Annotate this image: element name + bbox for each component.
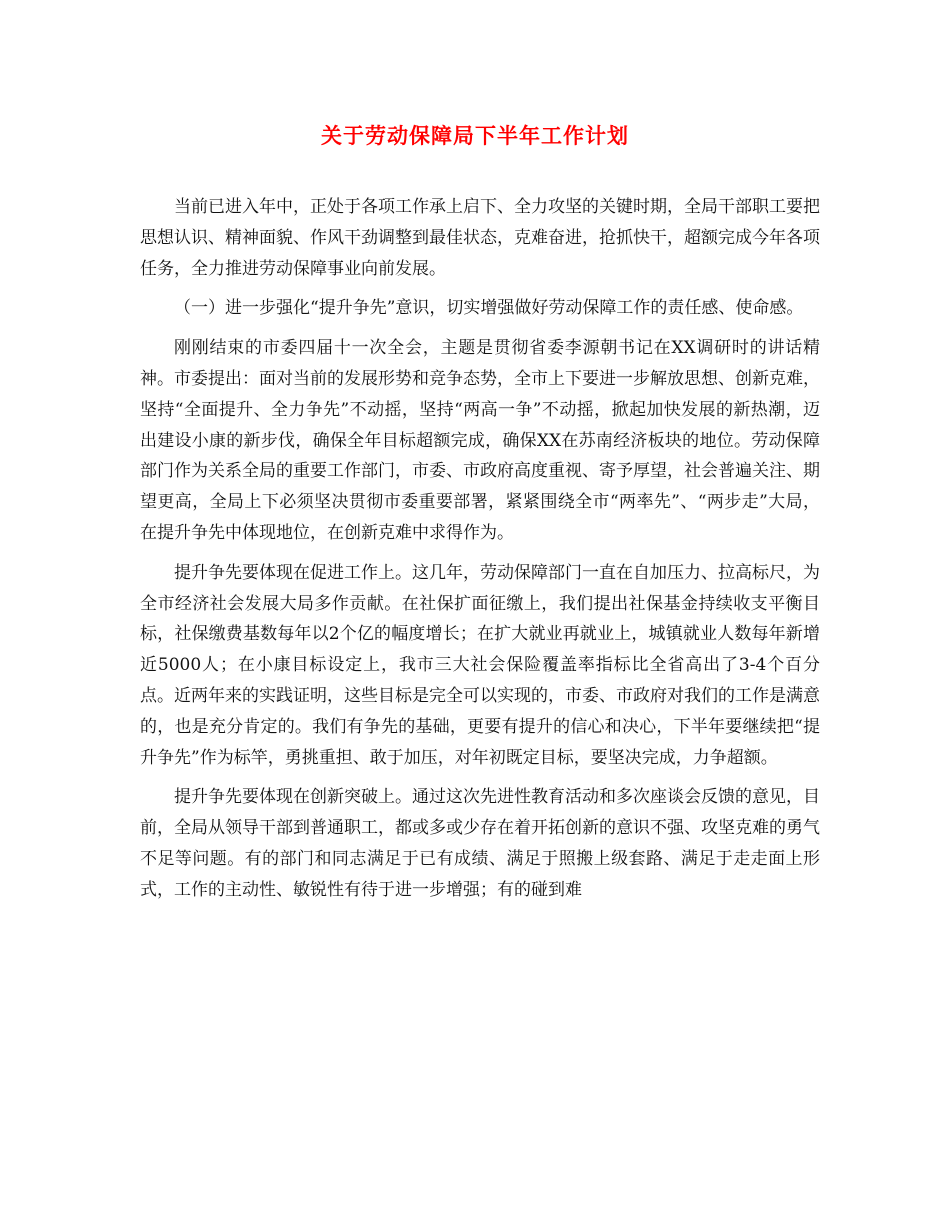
paragraph: （一）进一步强化“提升争先”意识，切实增强做好劳动保障工作的责任感、使命感。 [174, 298, 804, 319]
paragraph: 提升争先要体现在促进工作上。这几年，劳动保障部门一直在自加压力、拉高标尺，为全市经济社会发展大局多作贡献。在社保扩面征缴上，我们提出社保基金持续收支平衡目标，社保缴费基数每年以2个亿的幅度增长；在扩大就业再就业上，城镇就业人数每年新增近5000人；在小康目标设定上，我市三大社会保险覆盖率指标比全省高出了3-4个百分点。近两年来的实践证明，这些目标是完全可以实现的，市委、市政府对我们的工作是满意的，也是充分肯定的。我们有争先的基础，更要有提升的信心和决心，下半年要继续把“提升争先”作为标竿，勇挑重担、敢于加压，对年初既定目标，要坚决完成，力争超额。 [140, 562, 820, 768]
document-title: 关于劳动保障局下半年工作计划 [321, 123, 629, 148]
paragraph: 提升争先要体现在创新突破上。通过这次先进性教育活动和多次座谈会反馈的意见，目前，全局从领导干部到普通职工，都或多或少存在着开拓创新的意识不强、攻坚克难的勇气不足等问题。有的部门和同志满足于已有成绩、满足于照搬上级套路、满足于走走面上形式，工作的主动性、敏锐性有待于进一步增强；有的碰到难 [140, 787, 820, 900]
document-body [140, 192, 820, 915]
paragraph: 当前已进入年中，正处于各项工作承上启下、全力攻坚的关键时期，全局干部职工要把思想认识、精神面貌、作风干劲调整到最佳状态，克难奋进，抢抓快干，超额完成今年各项任务，全力推进劳动保障事业向前发展。 [140, 197, 820, 279]
paragraph: 刚刚结束的市委四届十一次全会，主题是贯彻省委李源朝书记在XX调研时的讲话精神。市委提出：面对当前的发展形势和竞争态势，全市上下要进一步解放思想、创新克难，坚持“全面提升、全力争先”不动摇，坚持“两高一争”不动摇，掀起加快发展的新热潮，迈出建设小康的新步伐，确保全年目标超额完成，确保XX在苏南经济板块的地位。劳动保障部门作为关系全局的重要工作部门，市委、市政府高度重视、寄予厚望，社会普遍关注、期望更高，全局上下必须坚决贯彻市委重要部署，紧紧围绕全市“两率先”、“两步走”大局，在提升争先中体现地位，在创新克难中求得作为。 [140, 338, 820, 543]
